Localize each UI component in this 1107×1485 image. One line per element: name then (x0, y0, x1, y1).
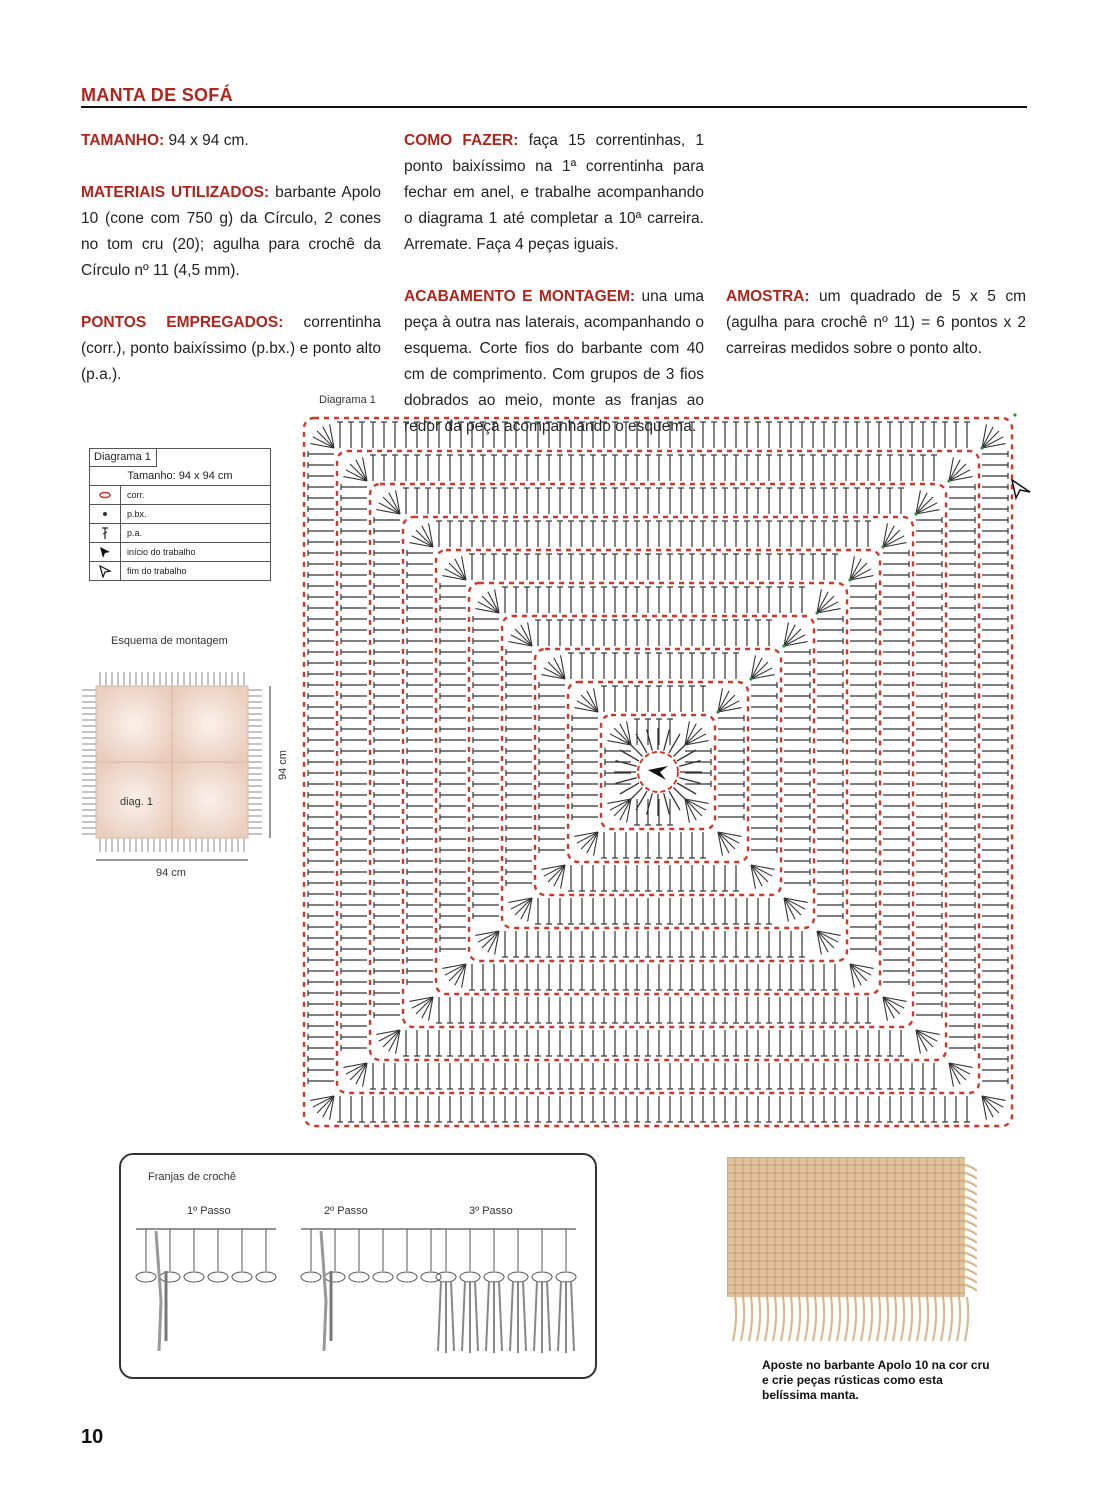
legend-label: fim do trabalho (127, 566, 187, 576)
amostra-label: AMOSTRA: (726, 288, 810, 305)
acabamento-label: ACABAMENTO E MONTAGEM: (404, 288, 636, 305)
tamanho-paragraph (81, 128, 381, 154)
title-divider (81, 106, 1027, 108)
fringe-steps-illustration (131, 1221, 581, 1371)
legend-row (90, 543, 270, 562)
height-label: 94 cm (277, 750, 289, 780)
amostra-value: um quadrado de 5 x 5 cm (agulha para crochê nº 11) = 6 pontos x 2 carreiras medidos sobre o ponto alto. (726, 288, 1026, 357)
dot-symbol-icon (90, 505, 121, 523)
page-number: 10 (81, 1426, 104, 1448)
step-1-label: 1º Passo (187, 1205, 231, 1217)
materiais-paragraph (81, 180, 381, 284)
legend-label: p.a. (127, 528, 143, 538)
acabamento-value: una uma peça à outra nas laterais, acompanhando o esquema. Corte fios do barbante com 40 cm de comprimento. Com grupos de 3 fios dobrados ao meio, monte as franjas ao redor da peça acompanhando o esquema. (404, 288, 704, 435)
tamanho-value: 94 x 94 cm. (164, 132, 249, 149)
tall-stitch-symbol-icon (90, 524, 121, 542)
photo-caption: Aposte no barbante Apolo 10 na cor cru e crie peças rústicas como esta belíssima manta. (762, 1358, 990, 1402)
legend-size: Tamanho: 94 x 94 cm (90, 467, 270, 486)
legend-label: corr. (127, 490, 145, 500)
chain-symbol-icon (90, 486, 121, 504)
start-arrow-icon (90, 543, 121, 561)
legend-row (90, 505, 270, 524)
blanket-photo (727, 1157, 977, 1341)
legend-label: p.bx. (127, 509, 147, 519)
legend-label: início do trabalho (127, 547, 196, 557)
amostra-paragraph (726, 284, 1026, 362)
text-column-3 (726, 284, 1026, 388)
esquema-caption: Esquema de montagem (111, 635, 228, 647)
fringe-caption: Franjas de crochê (148, 1171, 237, 1183)
end-arrow-icon (1012, 480, 1030, 498)
legend-table (89, 448, 271, 581)
legend-row (90, 486, 270, 505)
fringe-instructions-box (119, 1153, 597, 1379)
blanket-texture-image (727, 1157, 977, 1341)
pontos-paragraph (81, 310, 381, 388)
legend-title: Diagrama 1 (90, 449, 157, 467)
step-3-label: 3º Passo (469, 1205, 513, 1217)
como-label: COMO FAZER: (404, 132, 519, 149)
legend-row (90, 562, 270, 580)
page-title: MANTA DE SOFÁ (81, 85, 233, 105)
text-column-1 (81, 128, 381, 414)
como-paragraph (404, 128, 704, 258)
diag-label: diag. 1 (120, 796, 154, 808)
pontos-value: correntinha (corr.), ponto baixíssimo (p.bx.) e ponto alto (p.a.). (81, 314, 381, 383)
diagram-caption: Diagrama 1 (319, 394, 376, 406)
materiais-label: MATERIAIS UTILIZADOS: (81, 184, 270, 201)
como-value: faça 15 correntinhas, 1 ponto baixíssimo na 1ª correntinha para fechar em anel, e trabalhe acompanhando o diagrama 1 até completar a 10ª carreira. Arremate. Faça 4 peças iguais. (404, 132, 704, 253)
legend-row (90, 524, 270, 543)
esquema-diagram (74, 660, 294, 890)
pontos-label: PONTOS EMPREGADOS: (81, 314, 284, 331)
crochet-diagram (300, 410, 1040, 1135)
end-arrow-icon (90, 562, 121, 580)
tamanho-label: TAMANHO: (81, 132, 165, 149)
start-arrow-icon (638, 752, 678, 792)
width-label: 94 cm (156, 867, 186, 879)
step-2-label: 2º Passo (324, 1205, 368, 1217)
materiais-value: barbante Apolo 10 (cone com 750 g) da Círculo, 2 cones no tom cru (20); agulha para crochê da Círculo nº 11 (4,5 mm). (81, 184, 382, 279)
